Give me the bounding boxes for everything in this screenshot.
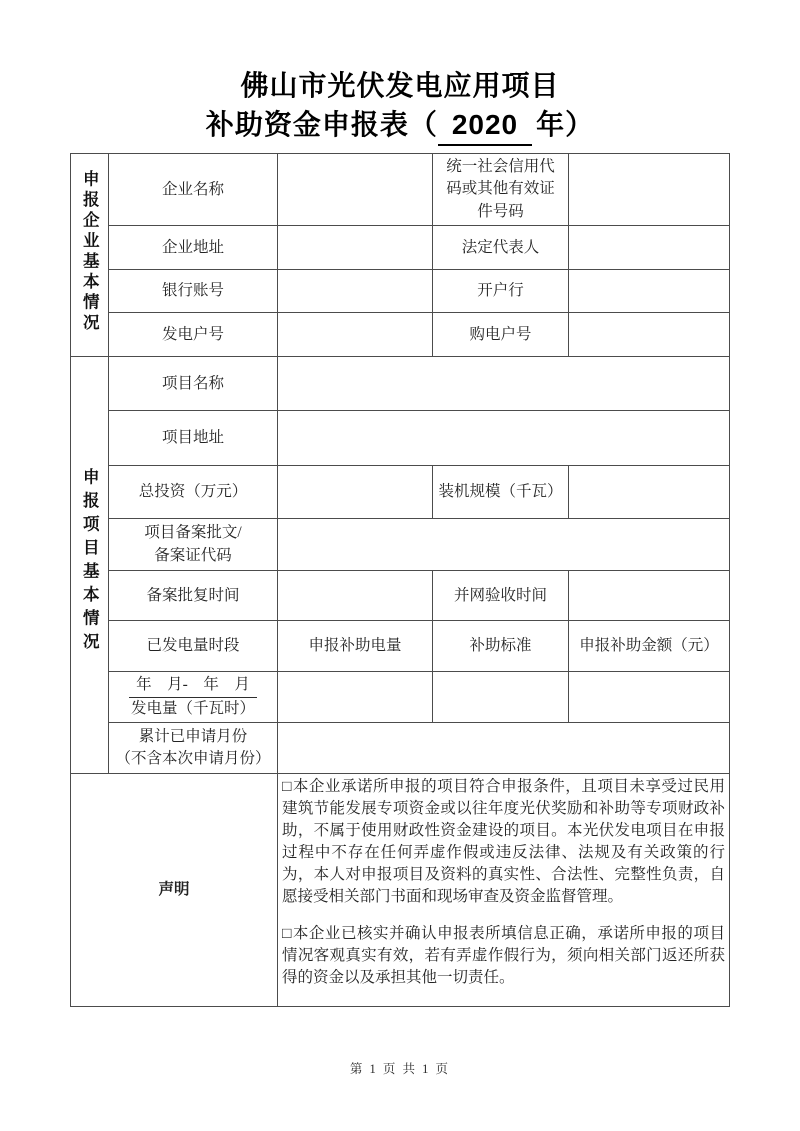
field-grid-acceptance-time-label: 并网验收时间 — [433, 571, 569, 621]
field-grid-acceptance-time-value[interactable] — [569, 571, 730, 621]
declaration-text-cell — [278, 774, 730, 1007]
table-row — [71, 774, 730, 1007]
field-applied-months-value[interactable] — [278, 723, 730, 774]
field-purchase-account-value[interactable] — [569, 313, 730, 357]
table-row — [71, 270, 730, 313]
checkbox-icon[interactable]: □ — [282, 925, 292, 943]
field-applied-months-label: 累计已申请月份 （不含本次申请月份） — [109, 723, 278, 774]
declaration-paragraph-1-text: 本企业承诺所申报的项目符合申报条件，且项目未享受过民用建筑节能发展专项资金或以往年度光伏奖励和补助等专项财政补助，不属于使用财政性资金建设的项目。本光伏发电项目在申报过程中不存在任何弄虚作假或违反法律、法规及有关政策的行为，本人对申报项目及资料的真实性、合法性、完整性负责，自愿接受相关部门书面和现场审查及资金监督管理。 — [282, 778, 725, 906]
column-header-subsidy-standard: 补助标准 — [433, 621, 569, 672]
field-generation-account-value[interactable] — [278, 313, 433, 357]
page-number-footer: 第 1 页 共 1 页 — [349, 1062, 451, 1077]
field-declared-subsidy-amount-value[interactable] — [569, 672, 730, 723]
page-title-line1: 佛山市光伏发电应用项目 — [240, 70, 560, 101]
field-purchase-account-label: 购电户号 — [433, 313, 569, 357]
field-filing-doc-label: 项目备案批文/ 备案证代码 — [109, 519, 278, 571]
field-enterprise-name-value[interactable] — [278, 154, 433, 226]
column-header-generation-period: 已发电量时段 — [109, 621, 278, 672]
title-year-field: 2020 — [438, 105, 532, 146]
field-generation-account-label: 发电户号 — [109, 313, 278, 357]
field-credit-code-value[interactable] — [569, 154, 730, 226]
table-row — [71, 519, 730, 571]
column-header-declared-subsidy-amount: 申报补助金额（元） — [569, 621, 730, 672]
table-row — [71, 226, 730, 270]
field-bank-account-label: 银行账号 — [109, 270, 278, 313]
declaration-paragraph-2 — [282, 923, 725, 989]
field-enterprise-name-label: 企业名称 — [109, 154, 278, 226]
field-bank-name-value[interactable] — [569, 270, 730, 313]
field-total-investment-value[interactable] — [278, 466, 433, 519]
table-row — [71, 621, 730, 672]
field-enterprise-address-label: 企业地址 — [109, 226, 278, 270]
section-header-declaration: 声明 — [71, 774, 278, 1007]
table-row — [71, 723, 730, 774]
checkbox-icon[interactable]: □ — [282, 778, 292, 796]
table-row — [71, 571, 730, 621]
field-legal-rep-value[interactable] — [569, 226, 730, 270]
field-filing-approval-time-label: 备案批复时间 — [109, 571, 278, 621]
section-header-project — [71, 357, 109, 774]
field-filing-approval-time-value[interactable] — [278, 571, 433, 621]
field-generation-period-label: 年 月- 年 月 发电量（千瓦时） — [109, 672, 278, 723]
page-title-line2 — [0, 105, 800, 146]
declaration-paragraph-2-text: 本企业已核实并确认申报表所填信息正确，承诺所申报的项目情况客观真实有效，若有弄虚作假行为，须向相关部门返还所获得的资金以及承担其他一切责任。 — [282, 925, 725, 987]
column-header-declared-subsidy-power: 申报补助电量 — [278, 621, 433, 672]
field-project-name-value[interactable] — [278, 357, 730, 411]
field-credit-code-label: 统一社会信用代码或其他有效证件号码 — [433, 154, 569, 226]
table-row — [71, 313, 730, 357]
field-subsidy-standard-value[interactable] — [433, 672, 569, 723]
page-title — [0, 0, 800, 146]
application-form-table — [70, 153, 730, 1007]
table-row — [71, 154, 730, 226]
period-fill-in-blank[interactable]: 年 月- 年 月 — [129, 674, 257, 697]
field-project-name-label: 项目名称 — [109, 357, 278, 411]
section-header-enterprise — [71, 154, 109, 357]
declaration-paragraph-1 — [282, 776, 725, 908]
field-filing-doc-value[interactable] — [278, 519, 730, 571]
table-row — [71, 411, 730, 466]
field-declared-subsidy-power-value[interactable] — [278, 672, 433, 723]
table-row — [71, 672, 730, 723]
table-row — [71, 466, 730, 519]
title-line2-prefix: 补助资金申报表（ — [205, 109, 438, 140]
section-header-project-label: 申报项目基本情况 — [80, 467, 100, 656]
field-total-investment-label: 总投资（万元） — [109, 466, 278, 519]
field-project-address-label: 项目地址 — [109, 411, 278, 466]
field-enterprise-address-value[interactable] — [278, 226, 433, 270]
field-bank-name-label: 开户行 — [433, 270, 569, 313]
section-header-enterprise-label: 申报企业基本情况 — [80, 169, 100, 334]
field-installed-capacity-label: 装机规模（千瓦） — [433, 466, 569, 519]
title-line2-suffix: 年） — [536, 109, 595, 140]
field-legal-rep-label: 法定代表人 — [433, 226, 569, 270]
field-installed-capacity-value[interactable] — [569, 466, 730, 519]
table-row — [71, 357, 730, 411]
field-bank-account-value[interactable] — [278, 270, 433, 313]
field-project-address-value[interactable] — [278, 411, 730, 466]
